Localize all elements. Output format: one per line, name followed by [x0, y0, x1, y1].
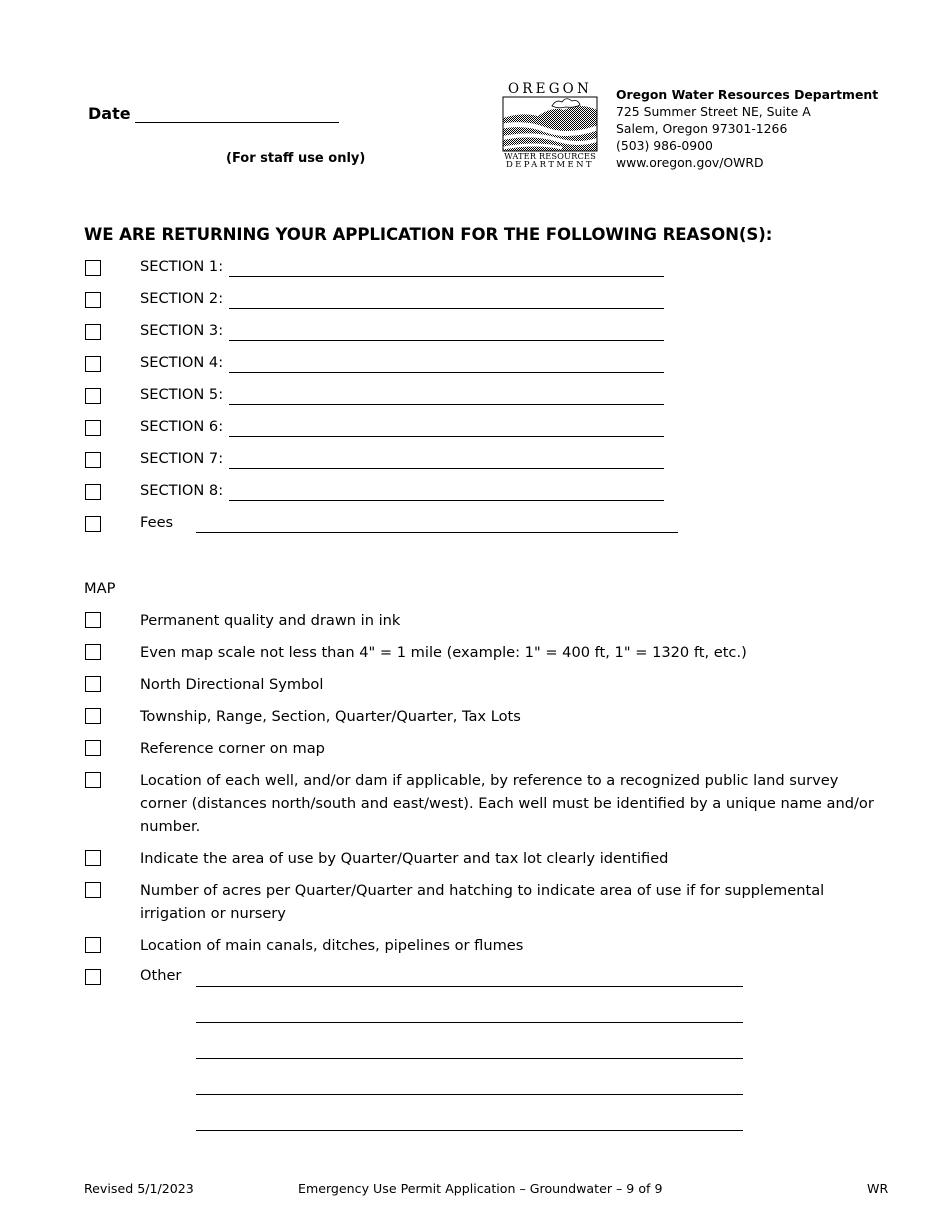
section-5-label: SECTION 5: — [140, 386, 224, 403]
section-6-checkbox[interactable] — [85, 420, 101, 436]
section-5-checkbox[interactable] — [85, 388, 101, 404]
section-2-line[interactable] — [229, 308, 664, 309]
logo-word: OREGON — [508, 81, 592, 97]
footer-code: WR — [867, 1181, 889, 1196]
address-website: www.oregon.gov/OWRD — [616, 155, 764, 170]
map-item-7-text: Indicate the area of use by Quarter/Quarter and tax lot clearly identified — [140, 850, 669, 867]
map-item-2-checkbox[interactable] — [85, 644, 101, 660]
map-item-6-text: Location of each well, and/or dam if applicable, by reference to a recognized public land survey corner (distances north/south and east/west). Each well must be identified by a unique name and/or number. — [140, 772, 874, 835]
map-item-6-checkbox[interactable] — [85, 772, 101, 788]
other-line-2[interactable] — [196, 1022, 743, 1023]
address-street: 725 Summer Street NE, Suite A — [616, 104, 811, 119]
map-item-8-text: Number of acres per Quarter/Quarter and hatching to indicate area of use if for supplemental irrigation or nursery — [140, 882, 825, 922]
logo-sub-line-1: WATER RESOURCES — [504, 151, 596, 161]
map-item-3-checkbox[interactable] — [85, 676, 101, 692]
fees-label: Fees — [140, 514, 174, 531]
map-item-9-checkbox[interactable] — [85, 937, 101, 953]
map-item-1-text: Permanent quality and drawn in ink — [140, 612, 401, 629]
department-name: Oregon Water Resources Department — [616, 87, 879, 102]
staff-use-note: (For staff use only) — [226, 151, 366, 166]
map-item-5-text: Reference corner on map — [140, 740, 325, 757]
other-line-3[interactable] — [196, 1058, 743, 1059]
section-6-label: SECTION 6: — [140, 418, 224, 435]
other-label: Other — [140, 967, 182, 984]
fees-line[interactable] — [196, 532, 678, 533]
date-field — [88, 104, 339, 123]
map-item-4-text: Township, Range, Section, Quarter/Quarter, Tax Lots — [140, 708, 521, 725]
map-section-title: MAP — [84, 580, 116, 597]
section-3-checkbox[interactable] — [85, 324, 101, 340]
section-2-label: SECTION 2: — [140, 290, 224, 307]
section-2-checkbox[interactable] — [85, 292, 101, 308]
address-phone: (503) 986-0900 — [616, 138, 713, 153]
map-item-1-checkbox[interactable] — [85, 612, 101, 628]
section-1-checkbox[interactable] — [85, 260, 101, 276]
map-item-7-checkbox[interactable] — [85, 850, 101, 866]
logo-landscape-icon — [502, 96, 598, 152]
section-7-line[interactable] — [229, 468, 664, 469]
date-label: Date — [88, 104, 131, 123]
section-8-checkbox[interactable] — [85, 484, 101, 500]
section-1-label: SECTION 1: — [140, 258, 224, 275]
section-4-line[interactable] — [229, 372, 664, 373]
fees-checkbox[interactable] — [85, 516, 101, 532]
other-line-1[interactable] — [196, 986, 743, 987]
map-item-5-checkbox[interactable] — [85, 740, 101, 756]
section-3-label: SECTION 3: — [140, 322, 224, 339]
footer-form-title: Emergency Use Permit Application – Groundwater – 9 of 9 — [298, 1181, 663, 1196]
owrd-logo — [502, 82, 598, 176]
other-checkbox[interactable] — [85, 969, 101, 985]
address-city: Salem, Oregon 97301-1266 — [616, 121, 788, 136]
map-item-8-checkbox[interactable] — [85, 882, 101, 898]
map-item-9-text: Location of main canals, ditches, pipelines or flumes — [140, 937, 524, 954]
map-item-2-text: Even map scale not less than 4" = 1 mile (example: 1" = 400 ft, 1" = 1320 ft, etc.) — [140, 644, 747, 661]
section-4-label: SECTION 4: — [140, 354, 224, 371]
section-8-line[interactable] — [229, 500, 664, 501]
other-line-4[interactable] — [196, 1094, 743, 1095]
section-5-line[interactable] — [229, 404, 664, 405]
logo-sub-line-2: DEPARTMENT — [505, 160, 595, 170]
map-item-3-text: North Directional Symbol — [140, 676, 324, 693]
date-input-line[interactable] — [135, 106, 339, 123]
section-6-line[interactable] — [229, 436, 664, 437]
department-address — [616, 86, 878, 171]
section-7-label: SECTION 7: — [140, 450, 224, 467]
section-7-checkbox[interactable] — [85, 452, 101, 468]
section-4-checkbox[interactable] — [85, 356, 101, 372]
reasons-heading: WE ARE RETURNING YOUR APPLICATION FOR THE FOLLOWING REASON(S): — [84, 225, 773, 244]
map-item-4-checkbox[interactable] — [85, 708, 101, 724]
other-line-5[interactable] — [196, 1130, 743, 1131]
section-3-line[interactable] — [229, 340, 664, 341]
footer-revised-date: Revised 5/1/2023 — [84, 1181, 194, 1196]
section-8-label: SECTION 8: — [140, 482, 224, 499]
section-1-line[interactable] — [229, 276, 664, 277]
